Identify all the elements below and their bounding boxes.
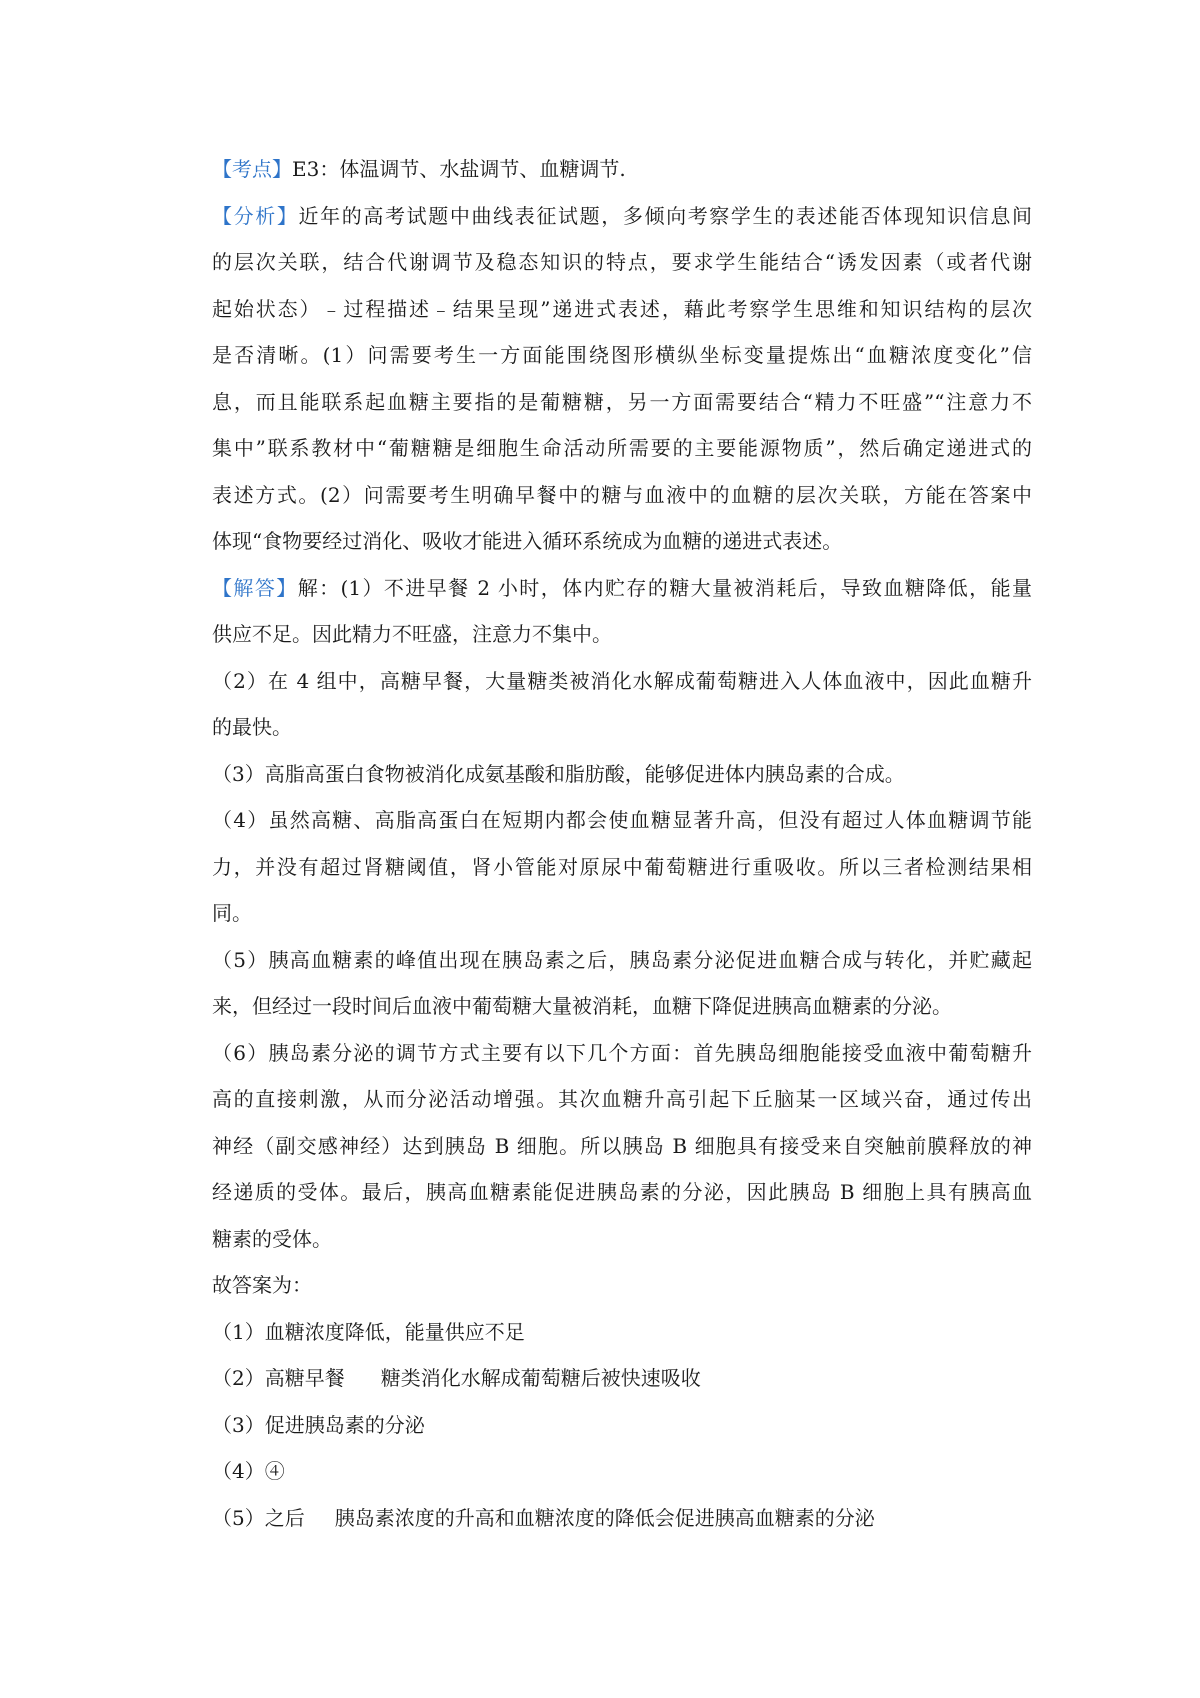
fenxi-line: 体现“食物要经过消化、吸收才能进入循环系统成为血糖的递进式表述。	[212, 529, 843, 553]
paragraph-line: 力，并没有超过肾糖阈值，肾小管能对原尿中葡萄糖进行重吸收。所以三者检测结果相	[212, 854, 1032, 879]
fenxi-text: 近年的高考试题中曲线表征试题，多倾向考察学生的表述能否体现知识信息间	[298, 203, 1033, 228]
kaodian-line	[212, 146, 1032, 193]
paragraph-line: （4）虽然高糖、高脂高蛋白在短期内都会使血糖显著升高，但没有超过人体血糖调节能	[212, 808, 1032, 832]
fenxi-line	[212, 193, 1032, 240]
fenxi-paragraph	[212, 193, 1032, 565]
answers-intro: 故答案为：	[212, 1273, 312, 1297]
fenxi-tag: 【分析】	[212, 203, 299, 228]
fenxi-line: 息，而且能联系起血糖主要指的是葡糖糖，另一方面需要结合“精力不旺盛”“注意力不	[212, 389, 1032, 414]
answer-paragraph-3	[212, 751, 1032, 798]
answer-2	[212, 1355, 1032, 1402]
answer-paragraph-4	[212, 797, 1032, 937]
paragraph-line: 高的直接刺激，从而分泌活动增强。其次血糖升高引起下丘脑某一区域兴奋，通过传出	[212, 1087, 1032, 1111]
answer-paragraph-5	[212, 937, 1032, 1030]
answer-document	[212, 146, 1032, 1541]
answer-paragraph-2	[212, 658, 1032, 751]
answer-2-part2: 糖类消化水解成葡萄糖后被快速吸收	[380, 1366, 701, 1390]
paragraph-line: 糖素的受体。	[212, 1226, 332, 1251]
answer-2-part1: （2）高糖早餐	[212, 1366, 345, 1390]
answer-paragraph-6	[212, 1030, 1032, 1263]
fenxi-line: 是否清晰。(1）问需要考生一方面能围绕图形横纵坐标变量提炼出“血糖浓度变化”信	[212, 343, 1032, 367]
answer-3: （3）促进胰岛素的分泌	[212, 1412, 425, 1437]
answer-5-part1: （5）之后	[212, 1505, 305, 1530]
fenxi-line: 集中”联系教材中“葡糖糖是细胞生命活动所需要的主要能源物质”，然后确定递进式的	[212, 436, 1032, 460]
paragraph-line: 经递质的受体。最后，胰高血糖素能促进胰岛素的分泌，因此胰岛 B 细胞上具有胰高血	[212, 1180, 1032, 1204]
answer-1: （1）血糖浓度降低，能量供应不足	[212, 1319, 525, 1344]
fenxi-line: 起始状态）﹣过程描述﹣结果呈现”递进式表述，藉此考察学生思维和知识结构的层次	[212, 296, 1032, 321]
kaodian-text: E3：体温调节、水盐调节、血糖调节.	[292, 157, 626, 181]
paragraph-line: 神经（副交感神经）达到胰岛 B 细胞。所以胰岛 B 细胞具有接受来自突触前膜释放的神	[212, 1133, 1032, 1158]
jieda-line	[212, 565, 1032, 612]
kaodian-tag: 【考点】	[212, 157, 292, 181]
jieda-paragraph	[212, 565, 1032, 658]
answer-5	[212, 1495, 1032, 1542]
jieda-line: 供应不足。因此精力不旺盛，注意力不集中。	[212, 622, 612, 646]
paragraph-line: （6）胰岛素分泌的调节方式主要有以下几个方面：首先胰岛细胞能接受血液中葡萄糖升	[212, 1040, 1032, 1065]
paragraph-line: 的最快。	[212, 715, 292, 739]
answer-5-part2: 胰岛素浓度的升高和血糖浓度的降低会促进胰高血糖素的分泌	[334, 1505, 875, 1530]
fenxi-line: 表述方式。(2）问需要考生明确早餐中的糖与血液中的血糖的层次关联，方能在答案中	[212, 482, 1032, 507]
paragraph-line: （3）高脂高蛋白食物被消化成氨基酸和脂肪酸，能够促进体内胰岛素的合成。	[212, 761, 905, 786]
paragraph-line: （5）胰高血糖素的峰值出现在胰岛素之后，胰岛素分泌促进血糖合成与转化，并贮藏起	[212, 947, 1032, 972]
paragraph-line: （2）在 4 组中，高糖早餐，大量糖类被消化水解成葡萄糖进入人体血液中，因此血糖升	[212, 668, 1032, 693]
answer-4: （4）④	[212, 1459, 285, 1483]
paragraph-line: 同。	[212, 901, 252, 925]
jieda-tag: 【解答】	[212, 575, 298, 600]
fenxi-line: 的层次关联，结合代谢调节及稳态知识的特点，要求学生能结合“诱发因素（或者代谢	[212, 250, 1032, 274]
paragraph-line: 来，但经过一段时间后血液中葡萄糖大量被消耗，血糖下降促进胰高血糖素的分泌。	[212, 994, 952, 1018]
final-answers	[212, 1262, 1032, 1541]
jieda-text: 解：(1）不进早餐 2 小时，体内贮存的糖大量被消耗后，导致血糖降低，能量	[297, 575, 1032, 600]
